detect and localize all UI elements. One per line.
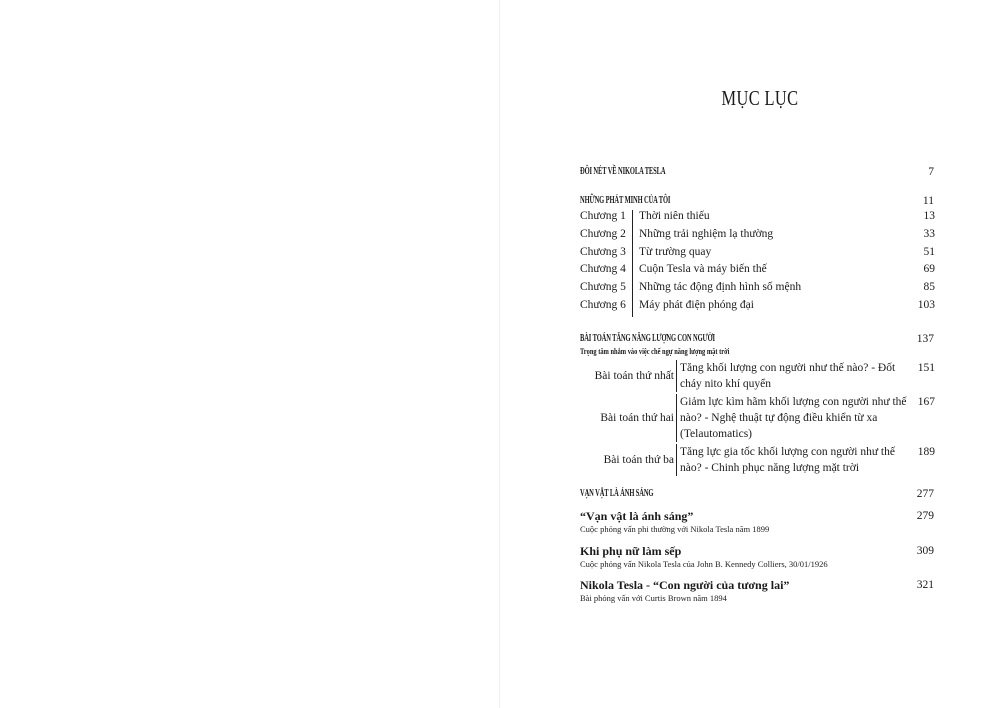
entry-page: 309	[916, 545, 934, 557]
section-intro-page: 7	[928, 166, 934, 178]
problem-text: Tăng lực gia tốc khối lượng con người như thế nào? - Chinh phục năng lượng mặt trời	[676, 444, 908, 476]
chapter-title: Cuộn Tesla và máy biến thế	[632, 263, 767, 281]
problem-row[interactable]	[580, 394, 935, 442]
chapter-page: 13	[923, 210, 935, 222]
chapter-row[interactable]	[580, 298, 935, 316]
chapter-label: Chương 3	[580, 245, 626, 258]
section-energy-page: 137	[916, 333, 934, 345]
chapter-label: Chương 2	[580, 227, 626, 240]
chapter-page: 69	[923, 263, 935, 276]
section-inventions-page: 11	[922, 195, 934, 207]
problem-label: Bài toán thứ nhất	[594, 370, 674, 382]
chapter-title: Từ trường quay	[632, 246, 711, 264]
entry-title[interactable]: Nikola Tesla - “Con người của tương lai”	[580, 578, 790, 592]
chapter-page: 85	[923, 281, 935, 294]
chapter-page: 33	[923, 227, 935, 240]
entry-title[interactable]: Khi phụ nữ làm sếp	[580, 544, 682, 558]
chapter-row[interactable]	[580, 280, 935, 298]
chapter-title: Máy phát điện phóng đại	[632, 299, 754, 317]
problem-text: Tăng khối lượng con người như thế nào? - Đốt cháy nito khí quyển	[676, 360, 908, 392]
chapter-list	[580, 209, 935, 316]
problem-page: 167	[917, 396, 935, 408]
entry-subtitle: Cuộc phỏng vấn Nikola Tesla của John B. Kennedy Colliers, 30/01/1926	[580, 559, 828, 569]
chapter-title: Những tác động định hình số mệnh	[632, 281, 801, 299]
chapter-title: Thời niên thiếu	[632, 210, 710, 228]
toc-title: MỤC LỤC	[721, 86, 799, 110]
entry-title[interactable]: “Vạn vật là ánh sáng”	[580, 509, 694, 523]
chapter-row[interactable]	[580, 209, 935, 227]
section-intro-title[interactable]: ĐÔI NÉT VỀ NIKOLA TESLA	[580, 166, 666, 177]
chapter-page: 51	[923, 245, 935, 258]
entry-page: 279	[916, 510, 934, 522]
problem-row[interactable]	[580, 360, 935, 392]
problem-text: Giảm lực kìm hãm khối lượng con người như thế nào? - Nghệ thuật tự động điều khiển từ xa (Telautomatics)	[676, 394, 908, 442]
chapter-row[interactable]	[580, 262, 935, 280]
page-spine	[499, 0, 500, 708]
section-energy-title[interactable]: BÀI TOÁN TĂNG NĂNG LƯỢNG CON NGƯỜI	[580, 333, 715, 344]
section-light-title[interactable]: VẠN VẬT LÀ ÁNH SÁNG	[580, 488, 654, 499]
entry-subtitle: Cuộc phỏng vấn phi thường với Nikola Tesla năm 1899	[580, 524, 770, 534]
chapter-label: Chương 5	[580, 281, 626, 294]
problem-row[interactable]	[580, 444, 935, 476]
chapter-title: Những trải nghiệm lạ thường	[632, 228, 773, 246]
problem-page: 151	[917, 362, 935, 374]
chapter-label: Chương 1	[580, 210, 626, 222]
section-light-page: 277	[916, 488, 934, 500]
entry-page: 321	[916, 579, 934, 591]
chapter-row[interactable]	[580, 227, 935, 245]
section-energy-subtitle: Trọng tâm nhắm vào việc chế ngự năng lượng mặt trời	[580, 347, 730, 356]
chapter-page: 103	[917, 298, 935, 311]
problem-page: 189	[917, 446, 935, 458]
problem-label: Bài toán thứ ba	[603, 454, 674, 466]
chapter-label: Chương 4	[580, 263, 626, 276]
entry-subtitle: Bài phỏng vấn với Curtis Brown năm 1894	[580, 593, 727, 603]
problem-list	[580, 360, 935, 476]
chapter-row[interactable]	[580, 245, 935, 263]
section-inventions-title[interactable]: NHỮNG PHÁT MINH CỦA TÔI	[580, 195, 671, 206]
chapter-label: Chương 6	[580, 298, 626, 311]
problem-label: Bài toán thứ hai	[600, 412, 674, 424]
